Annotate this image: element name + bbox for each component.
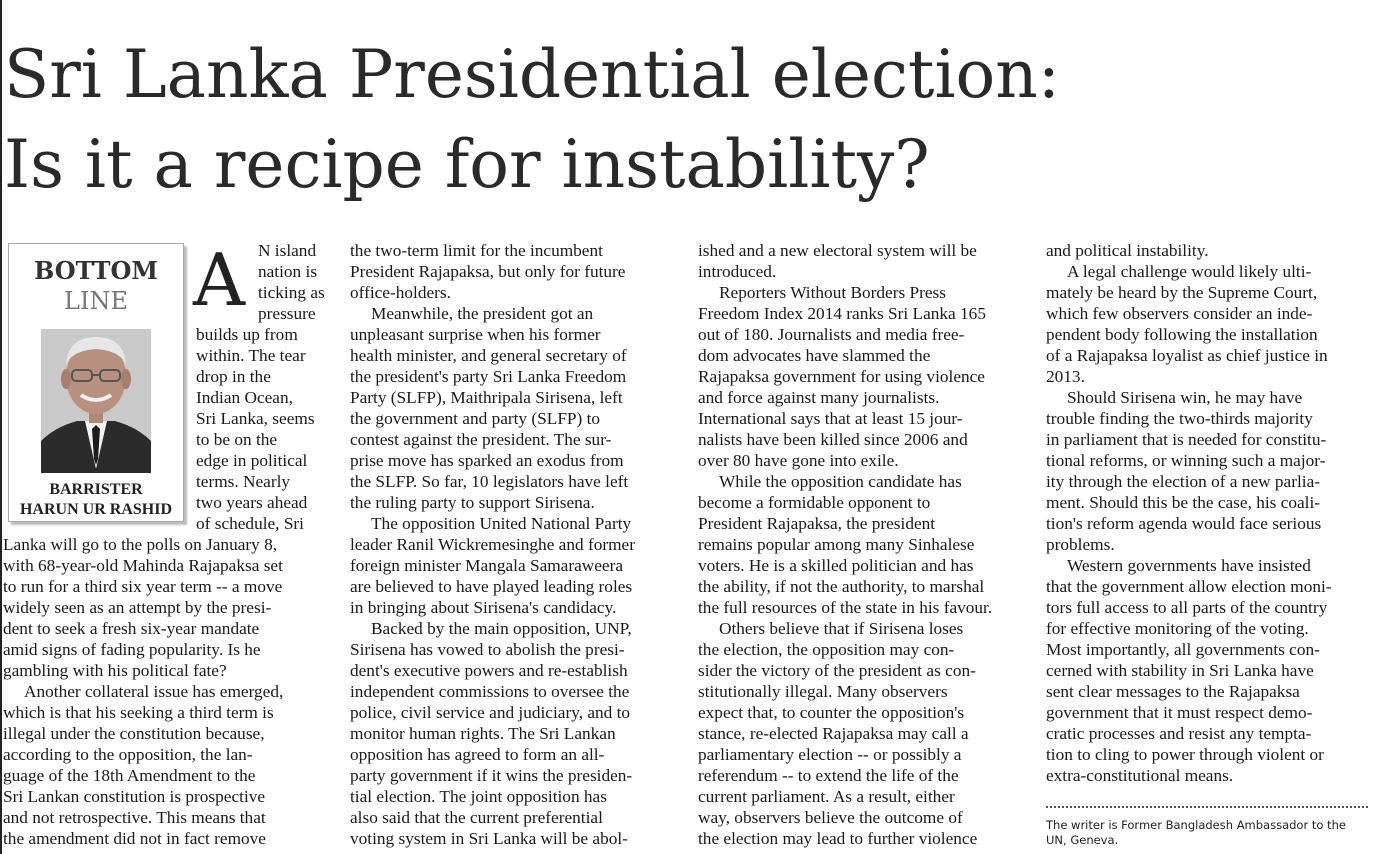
headline-line-1: Sri Lanka Presidential election: [4, 36, 1061, 113]
text-line: in bringing about Sirisena's candidacy. [350, 598, 617, 617]
column-title-line: LINE [64, 287, 128, 315]
author-title: BARRISTER [49, 481, 143, 498]
text-line: referendum -- to extend the life of the [698, 766, 959, 785]
author-byline [9, 480, 183, 520]
text-line: gambling with his political fate? [3, 661, 227, 680]
text-line: stance, re-elected Rajapaksa may call a [698, 724, 969, 743]
text-line: become a formidable opponent to [698, 493, 931, 512]
footnote-line-1: The writer is Former Bangladesh Ambassador to the [1046, 818, 1346, 832]
text-line: the amendment did not in fact remove [3, 829, 266, 848]
text-line: International says that at least 15 jour- [698, 409, 963, 428]
text-line: While the opposition candidate has [719, 472, 962, 491]
text-line: for effective monitoring of the voting. [1046, 619, 1309, 638]
text-line: tion to cling to power through violent or [1046, 745, 1324, 764]
text-line: The opposition United National Party [371, 514, 632, 533]
text-line: independent commissions to oversee the [350, 682, 630, 701]
text-line: the president's party Sri Lanka Freedom [350, 367, 627, 386]
text-line: out of 180. Journalists and media free- [698, 325, 965, 344]
headline [4, 30, 1060, 210]
text-line: expect that, to counter the opposition's [698, 703, 965, 722]
text-line: ment. Should this be the case, his coali- [1046, 493, 1321, 512]
article-column-2 [350, 240, 680, 849]
text-line: Most importantly, all governments con- [1046, 640, 1320, 659]
article-column-3 [698, 240, 1028, 849]
text-line: Should Sirisena win, he may have [1067, 388, 1303, 407]
text-line: are believed to have played leading roles [350, 577, 633, 596]
text-line: dent's executive powers and re-establish [350, 661, 628, 680]
text-line: Rajapaksa government for using violence [698, 367, 985, 386]
text-line: parliamentary election -- or possibly a [698, 745, 962, 764]
text-line: party government if it wins the presiden- [350, 766, 633, 785]
text-line: Another collateral issue has emerged, [24, 682, 284, 701]
text-line: Sri Lankan constitution is prospective [3, 787, 266, 806]
author-footnote [1046, 818, 1346, 848]
text-line: to run for a third six year term -- a move [3, 577, 283, 596]
text-line: dent to seek a fresh six-year mandate [3, 619, 260, 638]
headline-line-2: Is it a recipe for instability? [4, 126, 930, 203]
text-line: nalists have been killed since 2006 and [698, 430, 968, 449]
text-line: and force against many journalists. [698, 388, 940, 407]
text-line: office-holders. [350, 283, 451, 302]
text-line: tial election. The joint opposition has [350, 787, 607, 806]
text-line: and political instability. [1046, 241, 1209, 260]
text-line: Meanwhile, the president got an [371, 304, 594, 323]
text-line: two years ahead [196, 493, 308, 512]
text-line: drop in the [196, 367, 271, 386]
text-line: unpleasant surprise when his former [350, 325, 601, 344]
text-line: that the government allow election moni- [1046, 577, 1332, 596]
author-portrait-image [41, 329, 151, 473]
text-line: which is that his seeking a third term is [3, 703, 274, 722]
footnote-line-2: UN, Geneva. [1046, 833, 1119, 847]
text-line: ity through the election of a new parlia- [1046, 472, 1321, 491]
text-line: voters. He is a skilled politician and has [698, 556, 974, 575]
text-line: Reporters Without Borders Press [719, 283, 946, 302]
text-line: Party (SLFP), Maithripala Sirisena, left [350, 388, 623, 407]
text-line: introduced. [698, 262, 777, 281]
text-line: voting system in Sri Lanka will be abol- [350, 829, 628, 848]
column-title-bottom: BOTTOM [34, 256, 158, 285]
text-line: the full resources of the state in his favour. [698, 598, 993, 617]
text-line: the election, the opposition may con- [698, 640, 955, 659]
text-line: President Rajapaksa, the president [698, 514, 936, 533]
text-line: pendent body following the installation [1046, 325, 1318, 344]
text-line: of a Rajapaksa loyalist as chief justice in [1046, 346, 1328, 365]
text-line: stitutionally illegal. Many observers [698, 682, 948, 701]
text-line: sent clear messages to the Rajapaksa [1046, 682, 1300, 701]
text-line: to be on the [196, 430, 278, 449]
text-line: current parliament. As a result, either [698, 787, 955, 806]
text-line: ished and a new electoral system will be [698, 241, 977, 260]
author-name: HARUN UR RASHID [19, 501, 172, 518]
text-line: the SLFP. So far, 10 legislators have left [350, 472, 629, 491]
text-line: extra-constitutional means. [1046, 766, 1234, 785]
text-line: cerned with stability in Sri Lanka have [1046, 661, 1314, 680]
text-line: the ruling party to support Sirisena. [350, 493, 595, 512]
text-line: leader Ranil Wickremesinghe and former [350, 535, 635, 554]
footnote-divider [1046, 806, 1368, 808]
text-line: in parliament that is needed for constitu- [1046, 430, 1327, 449]
text-line: A legal challenge would likely ulti- [1067, 262, 1312, 281]
text-line: the two-term limit for the incumbent [350, 241, 603, 260]
text-line: nation is [258, 262, 318, 281]
text-line: opposition has agreed to form an all- [350, 745, 605, 764]
bottom-line-box [8, 243, 184, 522]
text-line: builds up from [196, 325, 298, 344]
lead-paragraph-wrap [196, 240, 325, 534]
column-1-body [3, 534, 283, 849]
text-line: police, civil service and judiciary, and to [350, 703, 631, 722]
text-line: of schedule, Sri [196, 514, 304, 533]
drop-cap: A [193, 238, 245, 322]
text-line: terms. Nearly [196, 472, 291, 491]
text-line: Freedom Index 2014 ranks Sri Lanka 165 [698, 304, 986, 323]
author-photo [41, 329, 151, 473]
text-line: tion's reform agenda would face serious [1046, 514, 1322, 533]
text-line: according to the opposition, the lan- [3, 745, 253, 764]
text-line: trouble finding the two-thirds majority [1046, 409, 1313, 428]
text-line: mately be heard by the Supreme Court, [1046, 283, 1318, 302]
text-line: and not retrospective. This means that [3, 808, 266, 827]
text-line: the ability, if not the authority, to marshal [698, 577, 985, 596]
text-line: the government and party (SLFP) to [350, 409, 601, 428]
text-line: edge in political [196, 451, 308, 470]
text-line: government that it must respect demo- [1046, 703, 1313, 722]
text-line: over 80 have gone into exile. [698, 451, 899, 470]
text-line: health minister, and general secretary of [350, 346, 627, 365]
text-line: tors full access to all parts of the country [1046, 598, 1328, 617]
text-line: problems. [1046, 535, 1115, 554]
text-line: within. The tear [196, 346, 306, 365]
text-line: also said that the current preferential [350, 808, 603, 827]
text-line: widely seen as an attempt by the presi- [3, 598, 272, 617]
text-line: pressure [258, 304, 316, 323]
text-line: tional reforms, or winning such a major- [1046, 451, 1326, 470]
text-line: Backed by the main opposition, UNP, [371, 619, 632, 638]
text-line: the election may lead to further violence [698, 829, 978, 848]
column-box [3, 240, 189, 523]
text-line: way, observers believe the outcome of [698, 808, 963, 827]
text-line: Indian Ocean, [196, 388, 293, 407]
text-line: Others believe that if Sirisena loses [719, 619, 964, 638]
text-line: Western governments have insisted [1067, 556, 1311, 575]
text-line: 2013. [1046, 367, 1085, 386]
text-line: contest against the president. The sur- [350, 430, 612, 449]
text-line: President Rajapaksa, but only for future [350, 262, 626, 281]
article-column-4 [1046, 240, 1376, 786]
page-edge-rule [0, 0, 2, 854]
text-line: N island [258, 241, 317, 260]
text-line: guage of the 18th Amendment to the [3, 766, 256, 785]
text-line: monitor human rights. The Sri Lankan [350, 724, 616, 743]
text-line: prise move has sparked an exodus from [350, 451, 624, 470]
text-line: with 68-year-old Mahinda Rajapaksa set [3, 556, 283, 575]
text-line: ticking as [258, 283, 325, 302]
text-line: Sri Lanka, seems [196, 409, 315, 428]
text-line: sider the victory of the president as con- [698, 661, 976, 680]
text-line: amid signs of fading popularity. Is he [3, 640, 261, 659]
text-line: illegal under the constitution because, [3, 724, 265, 743]
text-line: Sirisena has vowed to abolish the presi- [350, 640, 625, 659]
text-line: dom advocates have slammed the [698, 346, 931, 365]
text-line: remains popular among many Sinhalese [698, 535, 975, 554]
text-line: Lanka will go to the polls on January 8, [3, 535, 278, 554]
text-line: which few observers consider an inde- [1046, 304, 1313, 323]
text-line: foreign minister Mangala Samaraweera [350, 556, 624, 575]
text-line: cratic processes and resist any tempta- [1046, 724, 1312, 743]
